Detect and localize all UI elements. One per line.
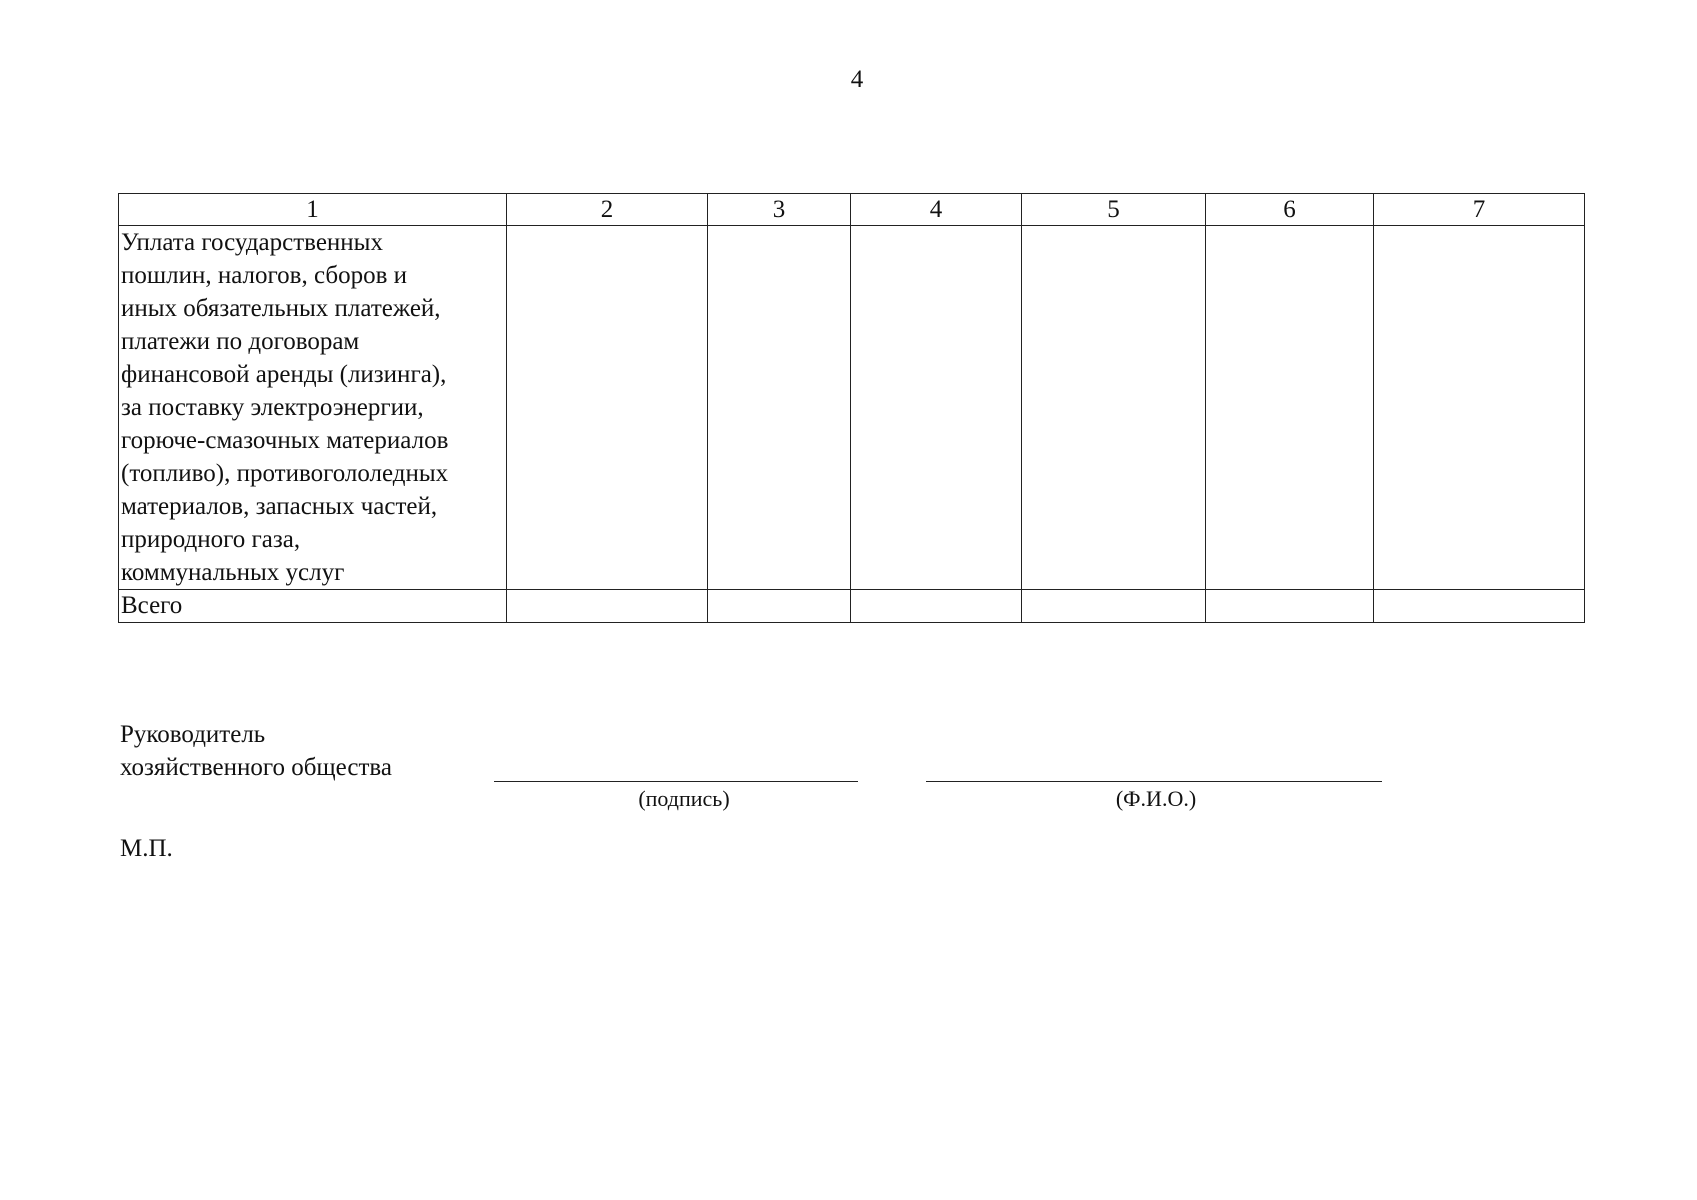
table-cell (708, 226, 851, 590)
signature-caption: (подпись) (638, 786, 730, 811)
table-cell (1206, 590, 1374, 623)
table-row (119, 226, 1585, 590)
column-header-7: 7 (1374, 194, 1585, 226)
table-row-total (119, 590, 1585, 623)
column-header-2: 2 (507, 194, 708, 226)
signature-title-line2: хозяйственного общества (120, 754, 392, 781)
table-cell (1022, 590, 1206, 623)
table-cell (851, 590, 1022, 623)
report-table (118, 193, 1585, 623)
table-cell (1374, 226, 1585, 590)
signature-title-line1: Руководитель (120, 721, 266, 748)
signature-line (494, 781, 858, 782)
table-header-row (119, 194, 1585, 226)
column-header-3: 3 (708, 194, 851, 226)
table-cell (1206, 226, 1374, 590)
page-number: 4 (850, 66, 864, 93)
stamp-placeholder: М.П. (120, 835, 173, 862)
table-cell (1374, 590, 1585, 623)
column-header-1: 1 (119, 194, 507, 226)
row-label-text: Уплата государственных пошлин, налогов, сборов и иных обязательных платежей, платежи по договорам финансовой аренды (лизинга), за поставку электроэнергии, горюче-смазочных материалов (топливо), противогололедных материалов, запасных частей, природного газа, коммунальных услуг (121, 229, 449, 586)
name-caption: (Ф.И.О.) (1115, 786, 1197, 811)
row-label-total: Всего (119, 590, 507, 623)
table-cell (851, 226, 1022, 590)
name-line (926, 781, 1382, 782)
table-cell (708, 590, 851, 623)
signature-title (120, 718, 392, 784)
column-header-6: 6 (1206, 194, 1374, 226)
table-cell (507, 226, 708, 590)
row-label-payments (119, 226, 507, 590)
table-cell (1022, 226, 1206, 590)
column-header-4: 4 (851, 194, 1022, 226)
table-cell (507, 590, 708, 623)
column-header-5: 5 (1022, 194, 1206, 226)
